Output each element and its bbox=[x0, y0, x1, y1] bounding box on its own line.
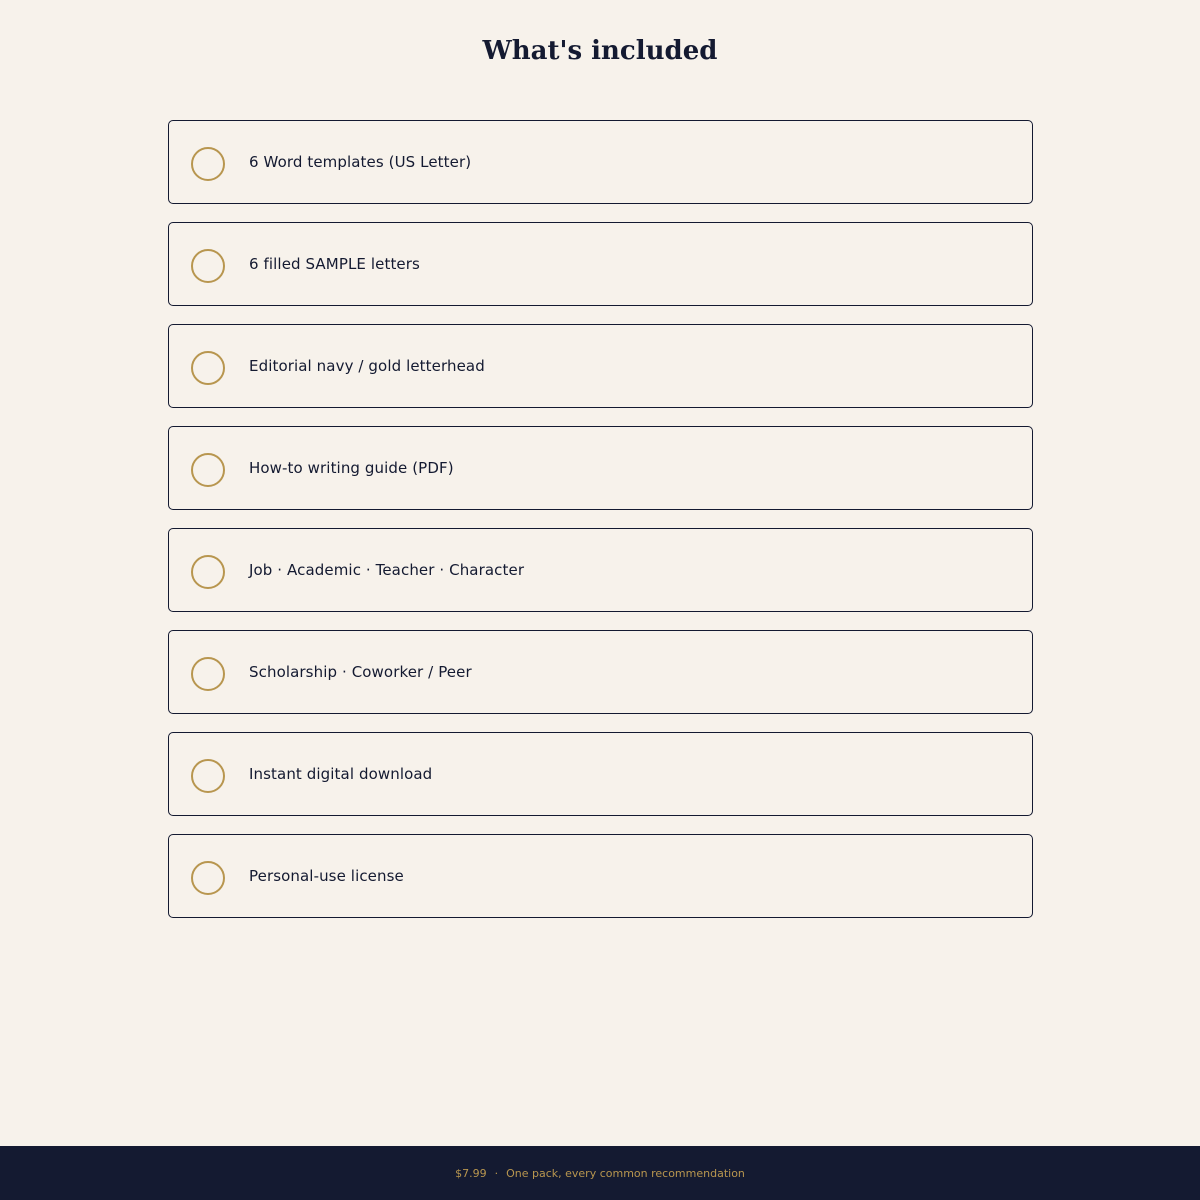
list-item[interactable] bbox=[168, 222, 1033, 306]
list-item[interactable] bbox=[168, 426, 1033, 510]
list-item-label: Scholarship · Coworker / Peer bbox=[249, 663, 472, 681]
list-item-label: Editorial navy / gold letterhead bbox=[249, 357, 485, 375]
checkbox-circle-icon[interactable] bbox=[191, 351, 225, 385]
checkbox-circle-icon[interactable] bbox=[191, 453, 225, 487]
checkbox-circle-icon[interactable] bbox=[191, 555, 225, 589]
checkbox-circle-icon[interactable] bbox=[191, 249, 225, 283]
checkbox-circle-icon[interactable] bbox=[191, 147, 225, 181]
list-item-label: 6 filled SAMPLE letters bbox=[249, 255, 420, 273]
list-item[interactable] bbox=[168, 324, 1033, 408]
list-item[interactable] bbox=[168, 528, 1033, 612]
checkbox-circle-icon[interactable] bbox=[191, 759, 225, 793]
list-item-label: Instant digital download bbox=[249, 765, 433, 783]
list-item[interactable] bbox=[168, 732, 1033, 816]
list-item-label: How-to writing guide (PDF) bbox=[249, 459, 454, 477]
footer-bar bbox=[0, 1146, 1200, 1200]
list-item[interactable] bbox=[168, 834, 1033, 918]
list-item[interactable] bbox=[168, 630, 1033, 714]
list-item-label: Personal-use license bbox=[249, 867, 404, 885]
list-item-label: Job · Academic · Teacher · Character bbox=[249, 561, 525, 579]
price-text: $7.99 bbox=[455, 1166, 487, 1180]
list-item-label: 6 Word templates (US Letter) bbox=[249, 153, 472, 171]
list-item[interactable] bbox=[168, 120, 1033, 204]
page-title: What's included bbox=[482, 36, 718, 66]
footer-tagline: One pack, every common recommendation bbox=[506, 1166, 745, 1180]
checkbox-circle-icon[interactable] bbox=[191, 861, 225, 895]
checkbox-circle-icon[interactable] bbox=[191, 657, 225, 691]
included-items-list bbox=[168, 120, 1033, 918]
footer-separator: · bbox=[494, 1166, 499, 1180]
